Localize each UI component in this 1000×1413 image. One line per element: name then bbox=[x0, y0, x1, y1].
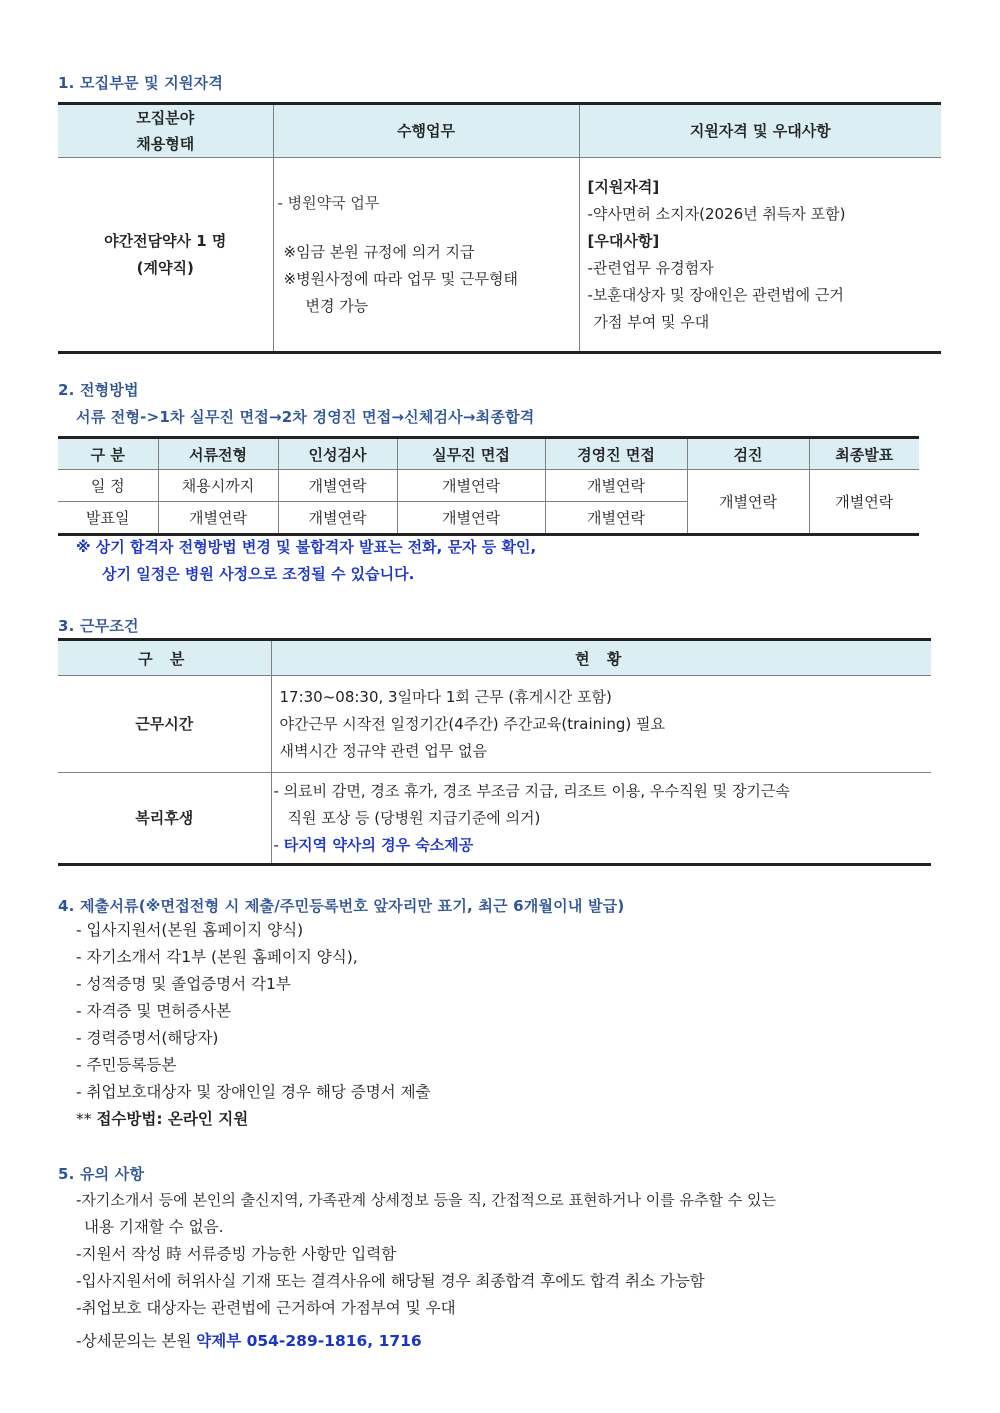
work-hours-cell: 17:30~08:30, 3일마다 1회 근무 (휴게시간 포함) 야간근무 시작전 일정기간(4주간) 주간교육(training) 필요 새벽시간 정규약 관련 업무 없음 bbox=[271, 676, 931, 773]
section-3-title: 3. 근무조건 bbox=[58, 617, 139, 635]
table-cell: 일 정 bbox=[58, 470, 158, 502]
checkup-cell: 개별연락 bbox=[687, 470, 809, 535]
section-1-title: 1. 모집부문 및 지원자격 bbox=[58, 74, 224, 92]
list-item: - 경력증명서(해당자) bbox=[76, 1029, 219, 1047]
schedule-header: 경영진 면접 bbox=[545, 438, 687, 470]
header-status: 현 황 bbox=[271, 640, 931, 676]
list-item: -취업보호 대상자는 관련법에 근거하여 가점부여 및 우대 bbox=[76, 1299, 456, 1317]
qualification-cell: [지원자격] -약사면허 소지자(2026년 취득자 포함) [우대사항] -관련업무 유경험자 -보훈대상자 및 장애인은 관련법에 근거 가점 부여 및 우대 bbox=[579, 158, 941, 353]
table-cell: 개별연락 bbox=[158, 502, 278, 535]
table-cell: 채용시까지 bbox=[158, 470, 278, 502]
header-field-type: 모집분야 채용형태 bbox=[58, 104, 273, 158]
list-item: -자기소개서 등에 본인의 출신지역, 가족관계 상세정보 등을 직, 간접적으로 표현하거나 이를 유추할 수 있는 bbox=[76, 1191, 777, 1209]
header-qualification: 지원자격 및 우대사항 bbox=[579, 104, 941, 158]
table-cell: 개별연락 bbox=[397, 470, 545, 502]
notes-list bbox=[76, 1187, 936, 1355]
table-cell: 개별연락 bbox=[397, 502, 545, 535]
table-cell: 개별연락 bbox=[545, 470, 687, 502]
section-4-title: 4. 제출서류(※면접전형 시 제출/주민등록번호 앞자리만 표기, 최근 6개월이내 발급) bbox=[58, 897, 625, 915]
schedule-header: 실무진 면접 bbox=[397, 438, 545, 470]
position-cell: 야간전담약사 1 명 (계약직) bbox=[58, 158, 273, 353]
list-item: - 주민등록등본 bbox=[76, 1056, 177, 1074]
schedule-header: 최종발표 bbox=[809, 438, 919, 470]
schedule-note-2: 상기 일정은 병원 사정으로 조정될 수 있습니다. bbox=[102, 565, 415, 583]
list-item: - 자기소개서 각1부 (본원 홈페이지 양식), bbox=[76, 948, 358, 966]
list-item: 내용 기재할 수 없음. bbox=[84, 1218, 224, 1236]
list-item: -지원서 작성 時 서류증빙 가능한 사항만 입력함 bbox=[76, 1245, 397, 1263]
documents-list bbox=[76, 917, 431, 1133]
table-cell: 개별연락 bbox=[278, 470, 397, 502]
section-2-title: 2. 전형방법 bbox=[58, 381, 139, 399]
final-announcement-cell: 개별연락 bbox=[809, 470, 919, 535]
recruitment-table bbox=[58, 102, 941, 354]
table-cell: 개별연락 bbox=[545, 502, 687, 535]
schedule-header: 인성검사 bbox=[278, 438, 397, 470]
duty-cell: - 병원약국 업무 ※임금 본원 규정에 의거 지급 ※병원사정에 따라 업무 및 근무형태 변경 가능 bbox=[273, 158, 579, 353]
schedule-table bbox=[58, 436, 919, 536]
table-cell: 발표일 bbox=[58, 502, 158, 535]
work-hours-label: 근무시간 bbox=[58, 676, 271, 773]
schedule-header: 검진 bbox=[687, 438, 809, 470]
schedule-header: 구 분 bbox=[58, 438, 158, 470]
table-cell: 개별연락 bbox=[278, 502, 397, 535]
selection-process: 서류 전형->1차 실무진 면접→2차 경영진 면접→신체검사→최종합격 bbox=[76, 408, 535, 426]
welfare-cell: - 의료비 감면, 경조 휴가, 경조 부조금 지급, 리조트 이용, 우수직원 및 장기근속 직원 포상 등 (당병원 지급기준에 의거) - 타지역 약사의 경우 숙소제공 bbox=[271, 773, 931, 865]
application-method: ** 접수방법: 온라인 지원 bbox=[76, 1110, 249, 1128]
list-item: - 입사지원서(본원 홈페이지 양식) bbox=[76, 921, 304, 939]
schedule-header: 서류전형 bbox=[158, 438, 278, 470]
list-item: - 자격증 및 면허증사본 bbox=[76, 1002, 232, 1020]
welfare-label: 복리후생 bbox=[58, 773, 271, 865]
list-item: - 성적증명 및 졸업증명서 각1부 bbox=[76, 975, 291, 993]
list-item: - 취업보호대상자 및 장애인일 경우 해당 증명서 제출 bbox=[76, 1083, 431, 1101]
section-5-title: 5. 유의 사항 bbox=[58, 1165, 145, 1183]
header-category: 구 분 bbox=[58, 640, 271, 676]
lodging-line: - 타지역 약사의 경우 숙소제공 bbox=[273, 835, 474, 854]
contact-line: -상세문의는 본원 약제부 054-289-1816, 1716 bbox=[76, 1332, 422, 1350]
schedule-note-1: ※ 상기 합격자 전형방법 변경 및 불합격자 발표는 전화, 문자 등 확인, bbox=[76, 538, 537, 556]
header-duty: 수행업무 bbox=[273, 104, 579, 158]
work-conditions-table bbox=[58, 638, 931, 866]
list-item: -입사지원서에 허위사실 기재 또는 결격사유에 해당될 경우 최종합격 후에도 합격 취소 가능함 bbox=[76, 1272, 705, 1290]
